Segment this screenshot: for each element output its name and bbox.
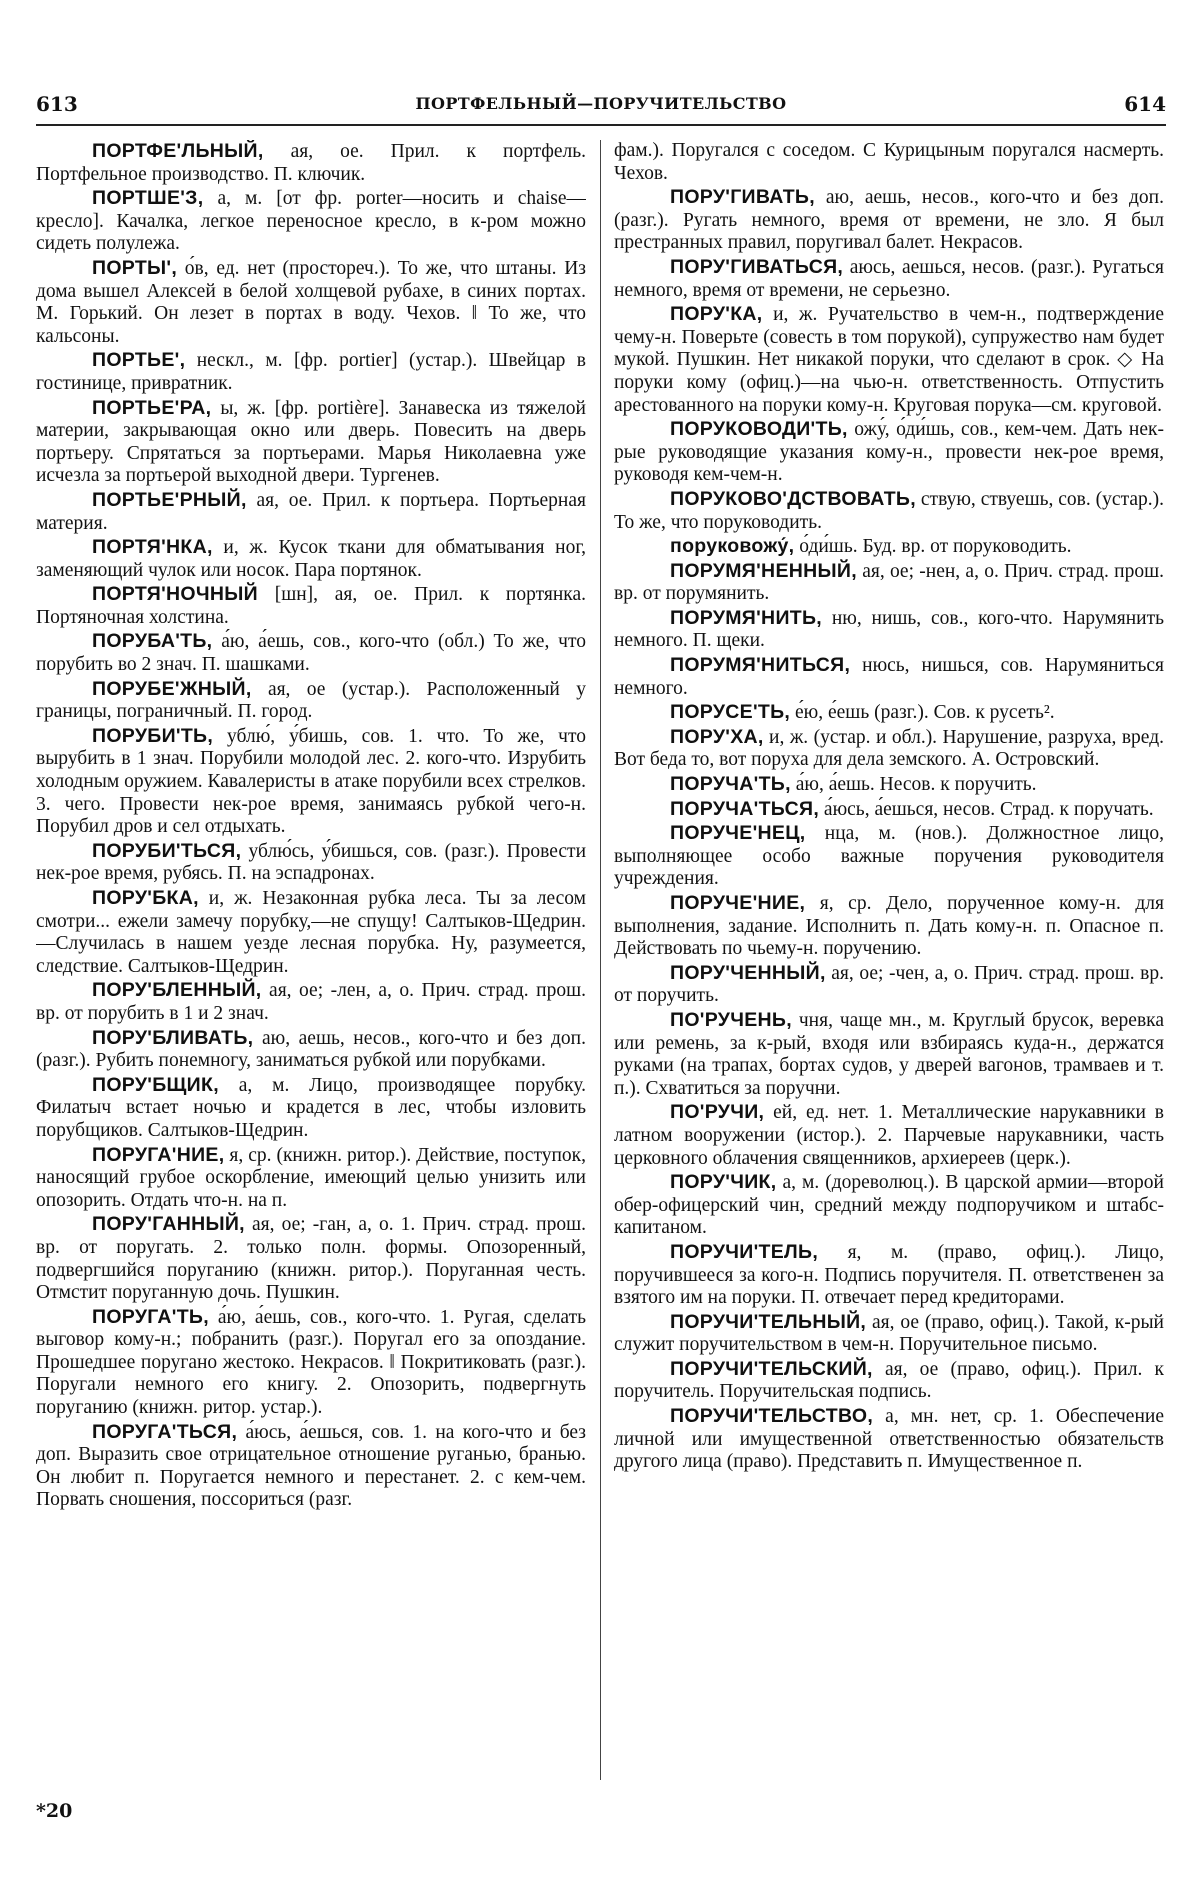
entry-headword: ПОРУГА'ТЬ, [92, 1305, 209, 1328]
dictionary-entry [36, 187, 586, 256]
dictionary-entry [614, 535, 1164, 559]
entry-headword: ПОРУГА'НИЕ, [92, 1143, 225, 1166]
dictionary-entry [36, 1421, 586, 1512]
entry-definition: я, м. (право, офиц.). Лицо, поручившееся за кого-н. Подпись поручителя. П. ответственен за взятого им на поруки. П. отвечает перед кредиторами. [614, 1241, 1164, 1309]
dictionary-entry [36, 1213, 586, 1304]
dictionary-entry [614, 303, 1164, 417]
dictionary-entry [614, 1009, 1164, 1100]
entry-definition: ая, ое. Прил. к портфель. Портфельное производство. П. ключик. [36, 141, 586, 185]
entry-headword: ПОРУКОВОДИ'ТЬ, [670, 418, 848, 441]
entry-headword: ПОРУ'ЧЕННЫЙ, [670, 961, 826, 984]
entry-definition: ствую, ствуешь, сов. (устар.). То же, что поруководить. [614, 488, 1164, 533]
dictionary-entry [614, 186, 1164, 255]
entry-headword: ПОРУ'ГАННЫЙ, [92, 1213, 245, 1236]
entry-headword: ПОРУЧА'ТЬСЯ, [670, 797, 820, 820]
entry-headword: ПОРУМЯ'НИТЬСЯ, [670, 654, 851, 677]
entry-headword: ПОРУЧИ'ТЕЛЬСТВО, [670, 1405, 874, 1428]
entry-definition: ая, ое (право, офиц.). Прил. к поручитель. Поручительская подпись. [614, 1358, 1164, 1403]
dictionary-entry [36, 725, 586, 839]
dictionary-entry [36, 140, 586, 186]
entry-headword: ПОРТЬЕ'РНЫЙ, [92, 488, 247, 511]
entry-definition: а́ю, а́ешь, сов., кого-что. 1. Ругая, сделать выговор кому-н.; побранить (разг.). Поругал его за опоздание. Прошедшее поругано жестоко. Некрасов. ‖ Покритиковать (разг.). Поругали немного его книгу. 2. Опозорить, подвергнуть поруганию (книжн. ритор. устар.). [36, 1306, 586, 1419]
entry-definition: и, ж. Ручательство в чем-н., подтверждение чему-н. Поверьте (совесть в том порукой), супружество нам будет мукой. Пушкин. Нет никакой поруки, что сделают в срок. ◇ На поруки кому (офиц.)—на чью-н. ответственность. Отпустить арестованного на поруки кому-н. Круговая порука—см. круговой. [614, 304, 1164, 416]
header-rule [36, 124, 1166, 126]
dictionary-entry [36, 257, 586, 348]
entry-headword: ПОРТФЕ'ЛЬНЫЙ, [92, 140, 264, 162]
entry-definition: о́в, ед. нет (простореч.). То же, что штаны. Из дома вышел Алексей в белой холщевой рубахе, в синих портах. М. Горький. Он лезет в портах в воду. Чехов. ‖ То же, что кальсоны. [36, 257, 586, 347]
dictionary-entry [614, 822, 1164, 891]
entry-definition: а, мн. нет, ср. 1. Обеспечение личной или имущественной ответственностью обязательств другого лица (право). Представить п. Имущественное п. [614, 1406, 1164, 1473]
entry-headword: ПОРУ'ХА, [670, 725, 764, 748]
dictionary-entry [36, 1306, 586, 1420]
dictionary-entry [614, 701, 1164, 725]
entry-definition: а́ю, а́ешь, сов., кого-что (обл.) То же, что порубить во 2 знач. П. шашками. [36, 631, 586, 676]
dictionary-entry [36, 397, 586, 488]
entry-headword: ПОРУЧИ'ТЕЛЬ, [670, 1240, 819, 1263]
entry-definition: нескл., м. [фр. portier] (устар.). Швейцар в гостинице, привратник. [36, 350, 586, 394]
dictionary-entry [36, 1144, 586, 1213]
entry-headword: ПОРУ'БКА, [92, 887, 199, 909]
entry-definition: аюсь, аешься, несов. (разг.). Ругаться немного, время от времени, не серьезно. [614, 256, 1164, 301]
entry-headword: ПОРТЫ', [92, 256, 178, 279]
entry-definition: ню, нишь, сов., кого-что. Нарумянить немного. П. щеки. [614, 607, 1164, 652]
dictionary-entry [614, 654, 1164, 700]
dictionary-entry [614, 1358, 1164, 1404]
dictionary-entry [36, 1074, 586, 1143]
entry-definition: а́юсь, а́ешься, несов. Страд. к поручать. [819, 798, 1154, 820]
entry-definition: ая, ое; -ган, а, о. 1. Прич. страд. прош. вр. от поругать. 2. только полн. формы. Опозоренный, подвергшийся поруганию (книжн. ритор.). Поруганная честь. Отмстит поруганную дочь. Пушкин. [36, 1214, 586, 1304]
dictionary-entry [36, 887, 586, 978]
entry-headword: ПОРУ'ЧИК, [670, 1171, 777, 1194]
entry-definition: а́юсь, а́ешься, сов. 1. на кого-что и без доп. Выразить свое отрицательное отношение руганью, бранью. Он любит п. Поругается немного и перестанет. 2. с кем-чем. Порвать сношения, поссориться (разг. [36, 1421, 586, 1511]
entry-headword: ПОРУБИ'ТЬ, [92, 724, 214, 747]
entry-definition: чня, чаще мн., м. Круглый брусок, веревка или ремень, за к-рый, входя или взбираясь куда-н., держатся руками (на трапах, бортах судов, у дверей вагонов, трамваев и т. п.). Схватиться за поручни. [614, 1009, 1164, 1099]
entry-definition: аю, аешь, несов., кого-что и без доп. (разг.). Ругать немного, время от времени, не зло. Я был престранных правил, поругивал балет. Некрасов. [614, 187, 1164, 254]
entry-definition: ая, ое. Прил. к портьера. Портьерная материя. [36, 489, 586, 534]
entry-definition: ая, ое (право, офиц.). Такой, к-рый служит поручительством в чем-н. Поручительное письмо. [614, 1311, 1164, 1356]
entry-definition: нюсь, нишься, сов. Нарумяниться немного. [614, 655, 1164, 699]
dictionary-entry [36, 840, 586, 886]
entry-headword: ПОРТЬЕ', [92, 349, 186, 372]
entry-headword: поруковожу́, [670, 535, 795, 558]
entry-headword: ПОРУМЯ'НИТЬ, [670, 606, 823, 629]
entry-definition: а́ю, а́ешь. Несов. к поручить. [790, 774, 1037, 796]
entry-headword: ПОРУКОВО'ДСТВОВАТЬ, [670, 487, 916, 510]
dictionary-entry [614, 1241, 1164, 1310]
entry-definition: я, ср. (книжн. ритор.). Действие, поступок, наносящий грубое оскорбление, имеющий целью унизить или опозорить. Отдать что-н. на п. [36, 1144, 586, 1211]
entry-definition: ублю́, у́бишь, сов. 1. что. То же, что вырубить в 1 знач. Порубили молодой лес. 2. кого-что. Изрубить холодным оружием. Кавалеристы в атаке порубили всех стрелков. 3. чего. Провести нек-рое время, занимаясь рубкой чего-н. Порубил дров и сел отдыхать. [36, 725, 586, 838]
entry-headword: ПОРУЧЕ'НЕЦ, [670, 822, 806, 845]
column-divider [600, 140, 601, 1780]
page-header [36, 92, 1166, 122]
dictionary-entry [614, 962, 1164, 1008]
entry-definition: и, ж. Кусок ткани для обматывания ног, заменяющий чулок или носок. Пара портянок. [36, 537, 586, 581]
entry-headword: ПОРТЯ'НКА, [92, 536, 213, 559]
dictionary-entry [614, 1311, 1164, 1357]
entry-definition: [шн], ая, ое. Прил. к портянка. Портяночная холстина. [36, 584, 586, 628]
page-number-right: 614 [1124, 92, 1166, 116]
entry-headword: ПО'РУЧЕНЬ, [670, 1008, 792, 1031]
entry-headword: ПОРУ'БЛЕННЫЙ, [92, 979, 262, 1002]
entry-headword: ПОРУГА'ТЬСЯ, [92, 1420, 238, 1443]
entry-headword: ПОРУМЯ'НЕННЫЙ, [670, 559, 857, 582]
entry-definition: я, ср. Дело, порученное кому-н. для выполнения, задание. Исполнить п. Дать кому-н. п. Опасное п. Действовать по чьему-н. поручению. [614, 893, 1164, 960]
entry-definition: фам.). Поругался с соседом. С Курицыным поругался насмерть. Чехов. [614, 140, 1164, 184]
dictionary-entry [614, 256, 1164, 302]
dictionary-entry [614, 418, 1164, 487]
entry-definition: аю, аешь, несов., кого-что и без доп. (разг.). Рубить понемногу, заниматься рубкой или порубками. [36, 1027, 586, 1072]
entry-definition: и, ж. (устар. и обл.). Нарушение, разруха, вред. Вот беда то, вот поруха для дела земского. А. Островский. [614, 726, 1164, 771]
dictionary-entry [614, 798, 1164, 822]
dictionary-entry [36, 630, 586, 676]
entry-headword: ПОРУБЕ'ЖНЫЙ, [92, 677, 252, 700]
entry-definition: ая, ое; -чен, а, о. Прич. страд. прош. вр. от поручить. [614, 962, 1164, 1007]
signature-mark: *20 [36, 1800, 73, 1822]
dictionary-entry [36, 1027, 586, 1073]
dictionary-entry [614, 1405, 1164, 1474]
entry-headword: ПОРУБИ'ТЬСЯ, [92, 839, 242, 862]
entry-definition: о́ди́шь. Буд. вр. от поруководить. [794, 536, 1072, 558]
dictionary-entry [614, 140, 1164, 185]
entry-definition: и, ж. Незаконная рубка леса. Ты за лесом смотри... ежели замечу порубку,—не спущу! Салтыков-Щедрин.—Случилась в нашем уезде лесная порубка. Ну, разумеется, следствие. Салтыков-Щедрин. [36, 888, 586, 977]
entry-definition: ая, ое; -лен, а, о. Прич. страд. прош. вр. от порубить в 1 и 2 знач. [36, 980, 586, 1024]
entry-headword: ПОРУБА'ТЬ, [92, 630, 213, 653]
entry-definition: а, м. [от фр. porter—носить и chaise—кресло]. Качалка, легкое переносное кресло, в к-ром можно сидеть полулежа. [36, 188, 586, 255]
dictionary-entry [36, 489, 586, 535]
entry-definition: ая, ое; -нен, а, о. Прич. страд. прош. вр. от порумянить. [614, 560, 1164, 605]
dictionary-entry [36, 583, 586, 629]
entry-headword: ПОРУ'ГИВАТЬ, [670, 186, 815, 209]
entry-headword: ПОРУЧА'ТЬ, [670, 773, 791, 796]
entry-headword: ПОРУСЕ'ТЬ, [670, 701, 791, 724]
dictionary-entry [614, 1171, 1164, 1240]
entry-definition: ублю́сь, у́бишься, сов. (разг.). Провести нек-рое время, рубясь. П. на эспадронах. [36, 840, 586, 885]
entry-definition: е́ю, е́ешь (разг.). Сов. к русеть². [790, 702, 1055, 724]
dictionary-entry [36, 979, 586, 1025]
entry-headword: ПОРУЧИ'ТЕЛЬСКИЙ, [670, 1357, 873, 1380]
dictionary-entry [36, 536, 586, 582]
entry-headword: ПОРУ'БЩИК, [92, 1073, 219, 1096]
entry-headword: ПОРТШЕ'З, [92, 187, 204, 210]
right-column [614, 140, 1164, 1780]
entry-definition: ы, ж. [фр. portière]. Занавеска из тяжелой материи, закрывающая окно или дверь. Повесить на дверь портьеру. Спрятаться за портьерами. Марья Николаевна уже исчезла за портьерой выходной двери. Тургенев. [36, 397, 586, 487]
entry-definition: ая, ое (устар.). Расположенный у границы, пограничный. П. город. [36, 678, 586, 723]
entry-headword: ПОРУ'БЛИВАТЬ, [92, 1026, 254, 1049]
entry-headword: ПО'РУЧИ, [670, 1101, 765, 1124]
entry-headword: ПОРУ'КА, [670, 303, 763, 326]
entry-definition: нца, м. (нов.). Должностное лицо, выполняющее особо важные поручения руководителя учреждения. [614, 823, 1164, 890]
page-number-left: 613 [36, 92, 78, 116]
entry-headword: ПОРУЧИ'ТЕЛЬНЫЙ, [670, 1310, 867, 1333]
dictionary-entry [36, 349, 586, 395]
entry-headword: ПОРУЧЕ'НИЕ, [670, 892, 806, 914]
running-title: ПОРТФЕЛЬНЫЙ—ПОРУЧИТЕЛЬСТВО [415, 94, 787, 113]
entry-definition: а, м. Лицо, производящее порубку. Филатыч встает ночью и крадется в лес, чтобы изловить порубщиков. Салтыков-Щедрин. [36, 1074, 586, 1141]
entry-definition: ожу́, о́ди́шь, сов., кем-чем. Дать нек-рые руководящие указания кому-н., провести нек-рое время, руководя кем-чем-н. [614, 419, 1164, 486]
dictionary-entry [614, 726, 1164, 772]
entry-headword: ПОРТЯ'НОЧНЫЙ [92, 583, 258, 606]
dictionary-entry [614, 488, 1164, 534]
entry-definition: а, м. (дореволюц.). В царской армии—второй обер-офицерский чин, средний между подпоручиком и штабс-капитаном. [614, 1172, 1164, 1239]
dictionary-entry [614, 773, 1164, 797]
dictionary-entry [614, 892, 1164, 961]
left-column [36, 140, 586, 1780]
entry-definition: ей, ед. нет. 1. Металлические нарукавники в латном вооружении (истор.). 2. Парчевые нарукавники, часть церковного облачения священников, архиереев (церк.). [614, 1102, 1164, 1169]
dictionary-entry [614, 607, 1164, 653]
dictionary-entry [614, 560, 1164, 606]
dictionary-entry [614, 1101, 1164, 1170]
entry-headword: ПОРУ'ГИВАТЬСЯ, [670, 255, 844, 278]
dictionary-entry [36, 678, 586, 724]
entry-headword: ПОРТЬЕ'РА, [92, 396, 212, 419]
